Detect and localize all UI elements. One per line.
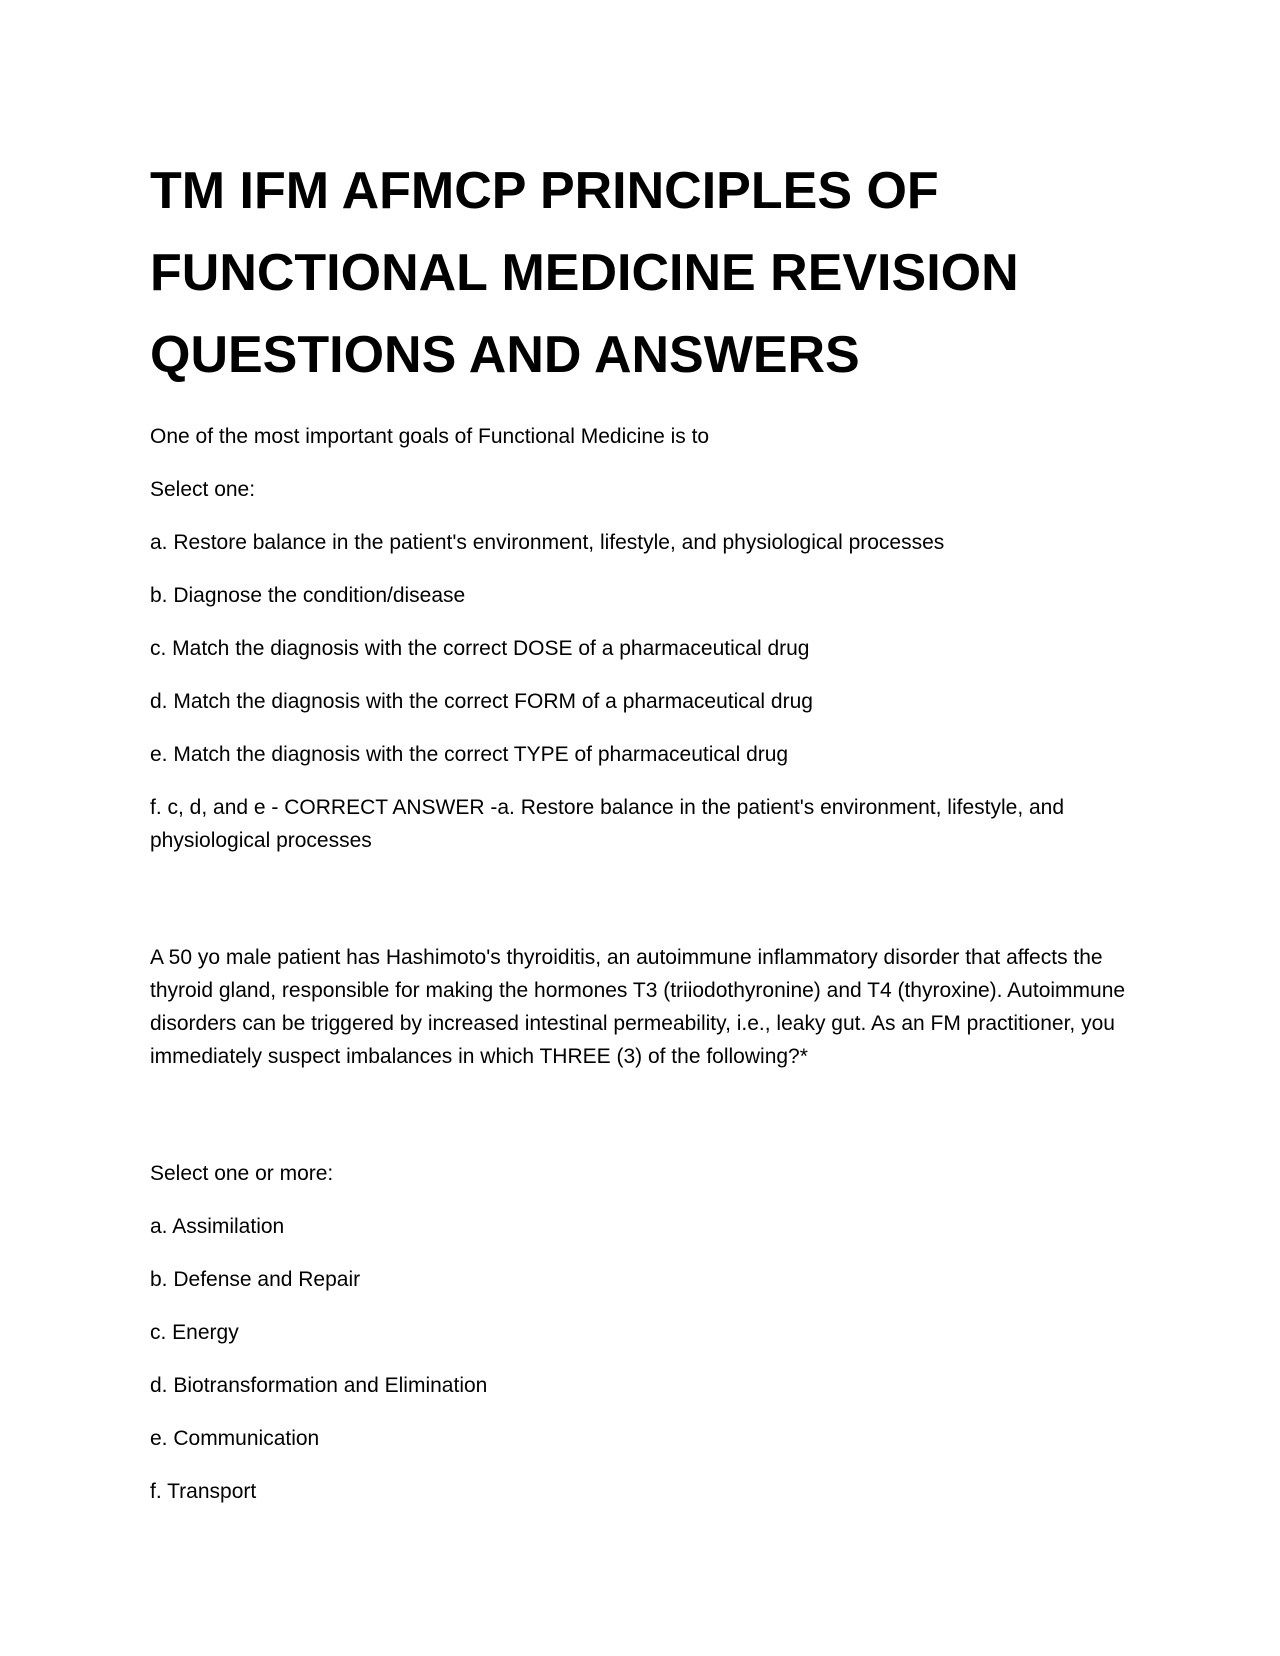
question-1-option-f-answer: f. c, d, and e - CORRECT ANSWER -a. Restore balance in the patient's environment, lifestyle, and physiological processes bbox=[150, 796, 1065, 852]
question-1-instruction: Select one: bbox=[150, 478, 256, 501]
question-2-option-a: a. Assimilation bbox=[150, 1215, 285, 1238]
question-2-option-f: f. Transport bbox=[150, 1480, 257, 1503]
question-2-prompt: A 50 yo male patient has Hashimoto's thyroiditis, an autoimmune inflammatory disorder that affects the thyroid gland, responsible for making the hormones T3 (triiodothyronine) and T4 (thyroxine). Autoimmune disorders can be triggered by increased intestinal permeability, i.e., leaky gut. As an FM practitioner, you immediately suspect imbalances in which THREE (3) of the following?* bbox=[150, 946, 1126, 1068]
question-2-instruction: Select one or more: bbox=[150, 1162, 334, 1185]
question-2-option-b: b. Defense and Repair bbox=[150, 1268, 361, 1291]
question-1-prompt: One of the most important goals of Functional Medicine is to bbox=[150, 425, 710, 448]
question-2-option-c: c. Energy bbox=[150, 1321, 239, 1344]
question-1-option-a: a. Restore balance in the patient's environment, lifestyle, and physiological processes bbox=[150, 531, 945, 554]
question-2-option-d: d. Biotransformation and Elimination bbox=[150, 1374, 488, 1397]
question-1-option-b: b. Diagnose the condition/disease bbox=[150, 584, 466, 607]
question-1-option-c: c. Match the diagnosis with the correct DOSE of a pharmaceutical drug bbox=[150, 637, 810, 660]
question-2-option-e: e. Communication bbox=[150, 1427, 320, 1450]
question-1-option-d: d. Match the diagnosis with the correct FORM of a pharmaceutical drug bbox=[150, 690, 813, 713]
question-1-option-e: e. Match the diagnosis with the correct TYPE of pharmaceutical drug bbox=[150, 743, 789, 766]
document-title: TM IFM AFMCP PRINCIPLES OF FUNCTIONAL MEDICINE REVISION QUESTIONS AND ANSWERS bbox=[150, 162, 1019, 384]
